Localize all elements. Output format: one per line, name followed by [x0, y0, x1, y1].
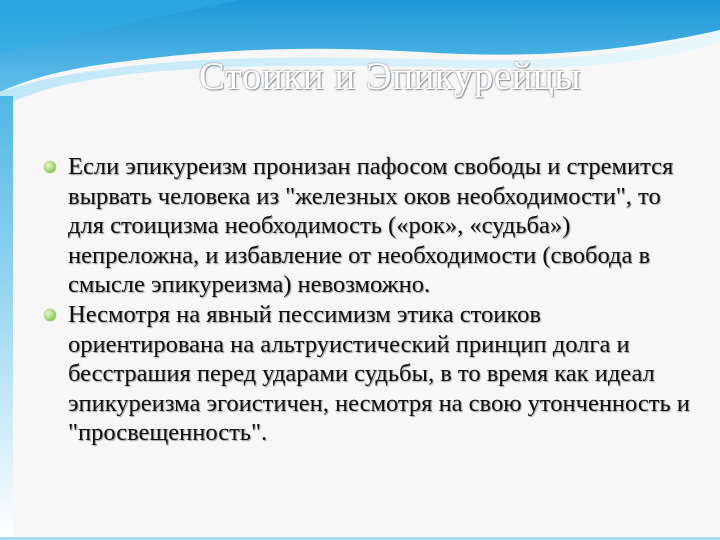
bullet-text: Если эпикуреизм пронизан пафосом свободы и стремится вырвать человека из "железных оков необходимости", то для стоицизма необходимость («рок», «судьба») непреложна, и избавление от необходимости (свобода в смысле эпикуреизма) невозможно.: [68, 153, 674, 299]
slide-title: Стоики и Эпикурейцы: [198, 55, 582, 98]
bullet-list: [44, 152, 694, 448]
bullet-icon: [44, 161, 56, 173]
bullet-item: [44, 300, 694, 448]
left-accent-bar: [0, 96, 13, 540]
bullet-icon: [44, 309, 56, 321]
bullet-item: [44, 152, 694, 300]
bullet-text: Несмотря на явный пессимизм этика стоиков ориентирована на альтруистический принцип долга и бесстрашия перед ударами судьбы, в то время как идеал эпикуреизма эгоистичен, несмотря на свою утонченность и "просвещенность".: [68, 300, 690, 447]
